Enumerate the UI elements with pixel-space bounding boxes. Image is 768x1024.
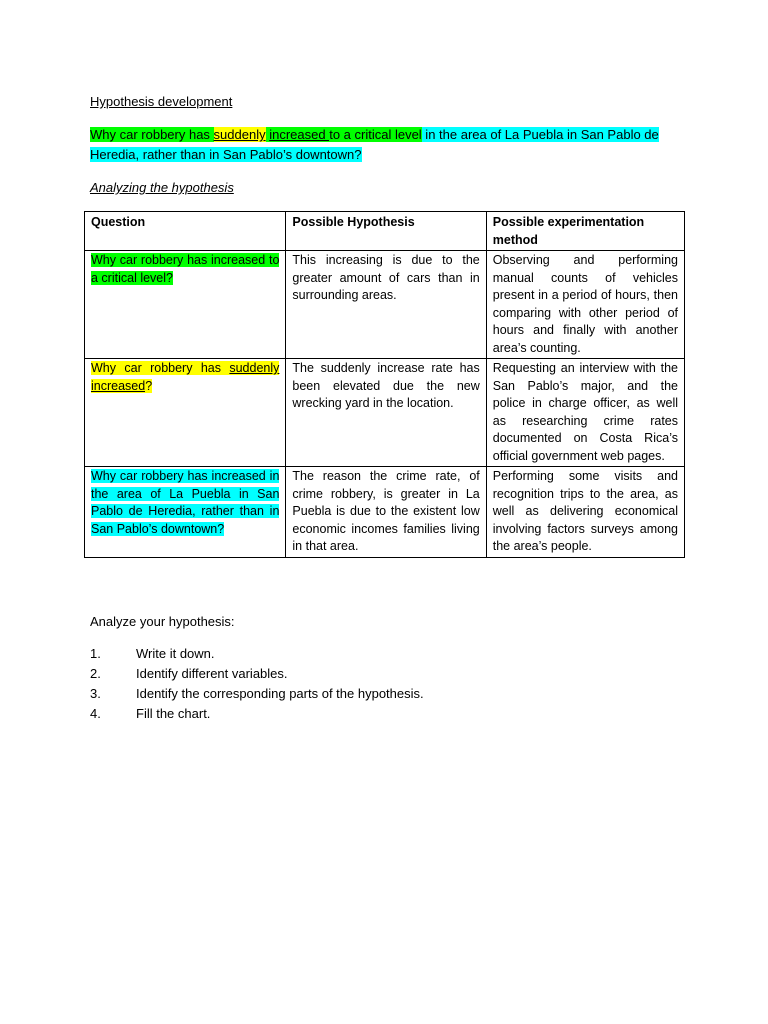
hypothesis-cell: The reason the crime rate, of crime robbery, is greater in La Puebla is due to the existent low economic incomes families living in that area. — [286, 467, 486, 558]
step-number: 4. — [90, 706, 101, 721]
table-header-row — [85, 212, 685, 251]
intro-part-increased: increased — [269, 127, 330, 142]
question-text-suddenly: suddenly — [229, 361, 280, 375]
step-text: Fill the chart. — [136, 706, 211, 721]
question-text-increased: increased — [91, 378, 146, 393]
method-cell: Observing and performing manual counts of vehicles present in a period of hours, then comparing with other period of hours and finally with another area’s counting. — [486, 251, 684, 359]
question-cell — [85, 359, 286, 467]
intro-question — [90, 125, 690, 165]
hypothesis-table — [84, 211, 685, 558]
table-row — [85, 359, 685, 467]
step-number: 1. — [90, 646, 101, 661]
column-header-hypothesis: Possible Hypothesis — [286, 212, 486, 251]
intro-part-suddenly: suddenly — [213, 127, 266, 142]
question-text-mark: ? — [145, 378, 153, 393]
list-item — [90, 664, 424, 684]
list-item — [90, 704, 424, 724]
list-item — [90, 684, 424, 704]
page-title: Hypothesis development — [90, 94, 233, 109]
section-subtitle: Analyzing the hypothesis — [90, 180, 234, 195]
question-cell — [85, 251, 286, 359]
column-header-question: Question — [85, 212, 286, 251]
question-text: Why car robbery has increased to a critical level? — [91, 253, 280, 285]
step-text: Identify the corresponding parts of the hypothesis. — [136, 686, 424, 701]
hypothesis-cell: This increasing is due to the greater amount of cars than in surrounding areas. — [286, 251, 486, 359]
table-row — [85, 467, 685, 558]
question-cell — [85, 467, 286, 558]
method-cell: Performing some visits and recognition trips to the area, as well as delivering economical involving factors surveys among the area’s people. — [486, 467, 684, 558]
steps-list — [90, 644, 424, 724]
hypothesis-cell: The suddenly increase rate has been elevated due the new wrecking yard in the location. — [286, 359, 486, 467]
intro-part-1: Why car robbery has — [90, 127, 214, 142]
table-row — [85, 251, 685, 359]
step-text: Write it down. — [136, 646, 215, 661]
step-number: 3. — [90, 686, 101, 701]
intro-part-area: in the area of La Puebla in San Pablo de Heredia, rather than in San Pablo’s downtown? — [90, 127, 659, 162]
method-cell: Requesting an interview with the San Pablo’s major, and the police in charge officer, as well as researching crime rates documented on Costa Rica’s official government web pages. — [486, 359, 684, 467]
step-text: Identify different variables. — [136, 666, 288, 681]
step-number: 2. — [90, 666, 101, 681]
question-text: Why car robbery has increased in the area of La Puebla in San Pablo de Heredia, rather than in San Pablo’s downtown? — [91, 469, 280, 536]
analyze-title: Analyze your hypothesis: — [90, 614, 235, 629]
question-text-part: Why car robbery has — [91, 361, 230, 375]
intro-part-critical: to a critical level — [329, 127, 422, 142]
list-item — [90, 644, 424, 664]
column-header-method: Possible experimentation method — [486, 212, 684, 251]
